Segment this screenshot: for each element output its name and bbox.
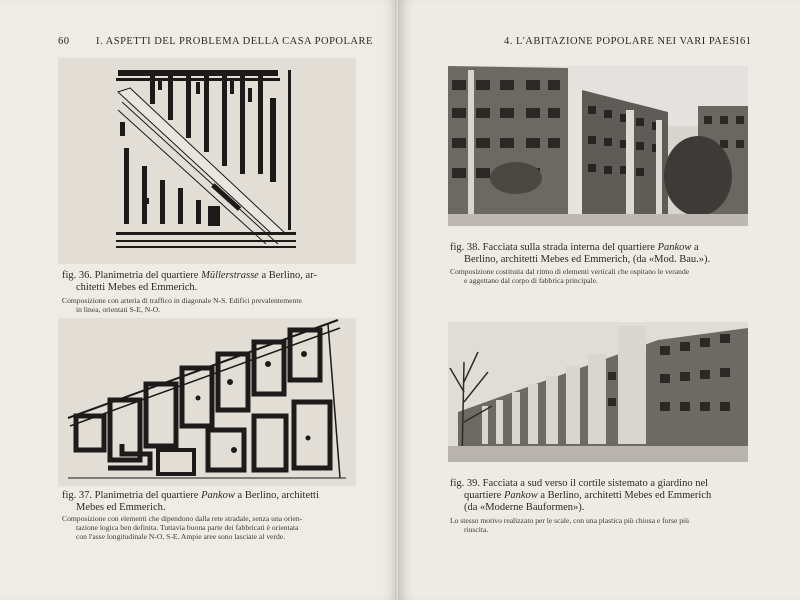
figure-39-note: Lo stesso motivo realizzato per le scale, con una plastica più chiusa e forse più riuscita. (450, 516, 689, 534)
facade-garden-photo (448, 322, 748, 462)
figure-36-plate (58, 58, 356, 264)
right-page (398, 0, 800, 600)
figure-37-caption: fig. 37. Planimetria del quartiere Pankow a Berlino, architetti Mebes ed Emmerich. (62, 490, 319, 513)
plan-pankow-image (58, 318, 356, 486)
figure-38-caption: fig. 38. Facciata sulla strada interna del quartiere Pankow a Berlino, architetti Mebes ed Emmerich, (da «Mod. Bau.»). (450, 242, 711, 265)
figure-36-note: Composizione con arteria di traffico in diagonale N-S. Edifici prevalentemente in linea, orientati S-E, N-O. (62, 296, 302, 314)
figure-38-photo (448, 66, 748, 226)
running-head-right: 4. L'ABITAZIONE POPOLARE NEI VARI PAESI (504, 36, 740, 47)
figure-37-note: Composizione con elementi che dipendono dalla rete stradale, senza una orien- tazione logica ben definita. Tuttavia buona parte dei fabbricati è orientata con l'asse longitudinale N-O, S-E. Ampie aree sono lasciate al verde. (62, 514, 303, 541)
figure-36-caption: fig. 36. Planimetria del quartiere Müllerstrasse a Berlino, ar- chitetti Mebes ed Emmerich. (62, 270, 317, 293)
running-head-left: I. ASPETTI DEL PROBLEMA DELLA CASA POPOLARE (96, 36, 373, 47)
plan-mullerstrasse-image (58, 58, 356, 264)
facade-street-photo (448, 66, 748, 226)
left-page (0, 0, 398, 600)
figure-39-caption: fig. 39. Facciata a sud verso il cortile sistemato a giardino nel quartiere Pankow a Berlino, architetti Mebes ed Emmerich (da «Moderne Bauformen»). (450, 478, 712, 513)
figure-38-note: Composizione costituita dal ritmo di elementi verticali che ospitano le verande e aggettano dal corpo di fabbrica principale. (450, 267, 690, 285)
page-number-left: 60 (58, 36, 70, 47)
figure-39-photo (448, 322, 748, 462)
figure-37-plate (58, 318, 356, 486)
page-number-right: 61 (740, 36, 752, 47)
